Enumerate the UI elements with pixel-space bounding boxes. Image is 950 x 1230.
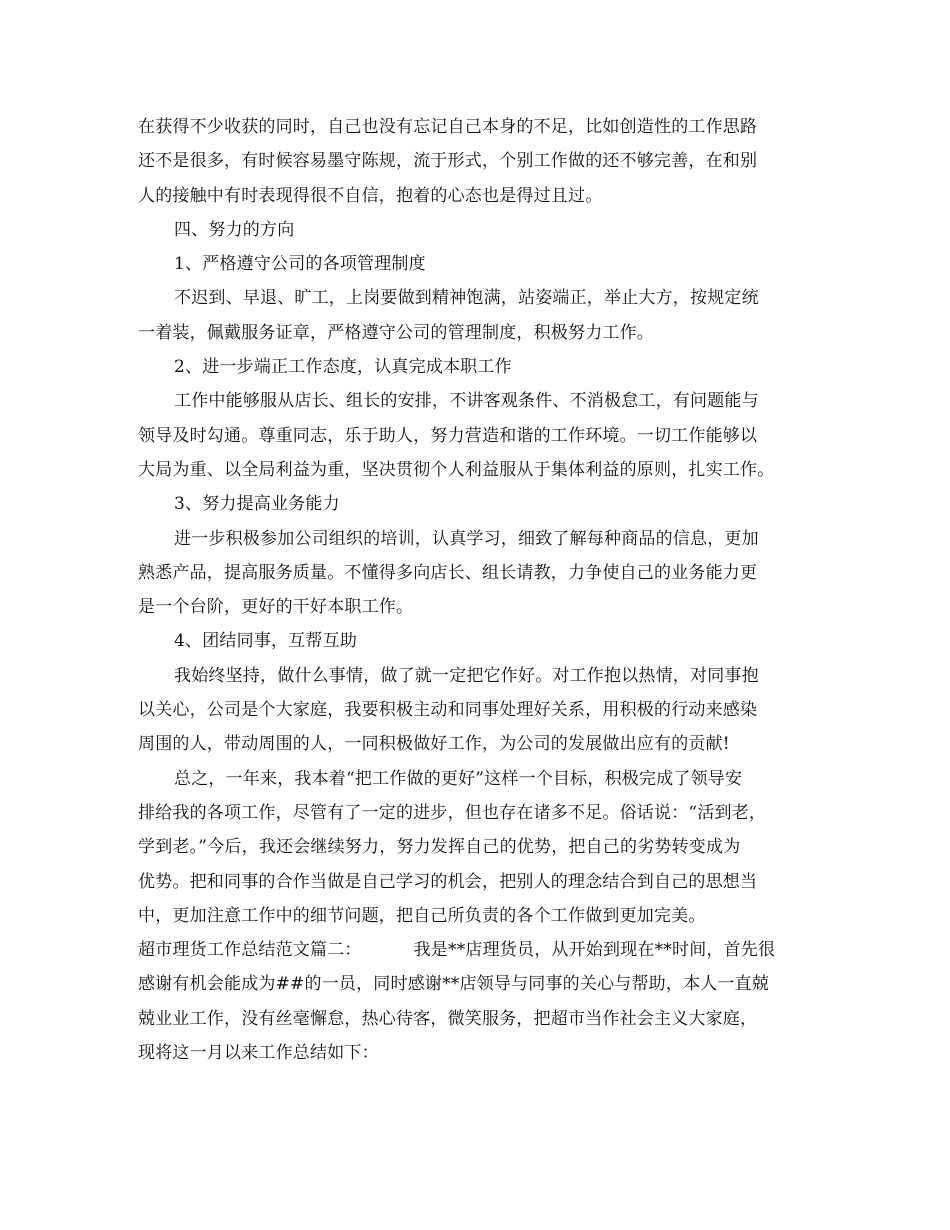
text-line: 学到老。”今后，我还会继续努力，努力发挥自己的优势，把自己的劣势转变成为 bbox=[138, 837, 741, 858]
text-line: 一着装，佩戴服务证章，严格遵守公司的管理制度，积极努力工作。 bbox=[138, 322, 654, 343]
section-title: 超市理货工作总结范文篇二： bbox=[138, 940, 362, 961]
text-line: 进一步积极参加公司组织的培训，认真学习，细致了解每种商品的信息，更加 bbox=[174, 528, 759, 549]
text-line: 人的接触中有时表现得很不自信，抱着的心态也是得过且过。 bbox=[138, 185, 603, 206]
text-line: 中，更加注意工作中的细节问题，把自己所负责的各个工作做到更加完美。 bbox=[138, 905, 706, 926]
subheading: 1、严格遵守公司的各项管理制度 bbox=[174, 254, 426, 275]
text-line: 总之，一年来，我本着“把工作做的更好”这样一个目标，积极完成了领导安 bbox=[174, 768, 743, 789]
text-line: 工作中能够服从店长、组长的安排，不讲客观条件、不消极怠工，有问题能与 bbox=[174, 391, 759, 412]
text-line: 我始终坚持，做什么事情，做了就一定把它作好。对工作抱以热情，对同事抱 bbox=[174, 665, 759, 686]
text-line: 大局为重、以全局利益为重，坚决贯彻个人利益服从于集体利益的原则，扎实工作。 bbox=[138, 459, 775, 480]
text-line: 兢业业工作，没有丝毫懈怠，热心待客，微笑服务，把超市当作社会主义大家庭， bbox=[138, 1008, 758, 1029]
text-line: 不迟到、早退、旷工，上岗要做到精神饱满，站姿端正，举止大方，按规定统 bbox=[174, 288, 759, 309]
section-heading: 四、努力的方向 bbox=[174, 219, 295, 240]
text-line: 周围的人，带动周围的人，一同积极做好工作，为公司的发展做出应有的贡献! bbox=[138, 734, 730, 755]
text-line: 熟悉产品，提高服务质量。不懂得多向店长、组长请教，力争使自己的业务能力更 bbox=[138, 562, 758, 583]
text-line: 以关心，公司是个大家庭，我要积极主动和同事处理好关系，用积极的行动来感染 bbox=[138, 700, 758, 721]
text-line: 还不是很多，有时候容易墨守陈规，流于形式，个别工作做的还不够完善，在和别 bbox=[138, 151, 758, 172]
document-body bbox=[138, 110, 820, 1070]
text-line: 感谢有机会能成为##的一员，同时感谢**店领导与同事的关心与帮助，本人一直兢 bbox=[138, 974, 770, 995]
text-line: 在获得不少收获的同时，自己也没有忘记自己本身的不足，比如创造性的工作思路 bbox=[138, 117, 758, 137]
subheading: 4、团结同事，互帮互助 bbox=[174, 631, 358, 652]
section-title-line bbox=[138, 933, 820, 967]
text-line: 现将这一月以来工作总结如下： bbox=[138, 1043, 379, 1064]
text-line: 优势。把和同事的合作当做是自己学习的机会，把别人的理念结合到自己的思想当 bbox=[138, 871, 758, 892]
text-line: 是一个台阶，更好的干好本职工作。 bbox=[138, 597, 414, 618]
subheading: 3、努力提高业务能力 bbox=[174, 494, 340, 515]
text-line: 领导及时勾通。尊重同志，乐于助人，努力营造和谐的工作环境。一切工作能够以 bbox=[138, 425, 758, 446]
section-first-line: 我是**店理货员，从开始到现在**时间，首先很 bbox=[413, 940, 776, 961]
text-line: 排给我的各项工作，尽管有了一定的进步，但也存在诸多不足。俗话说：“活到老， bbox=[138, 802, 767, 823]
subheading: 2、进一步端正工作态度，认真完成本职工作 bbox=[174, 357, 512, 378]
